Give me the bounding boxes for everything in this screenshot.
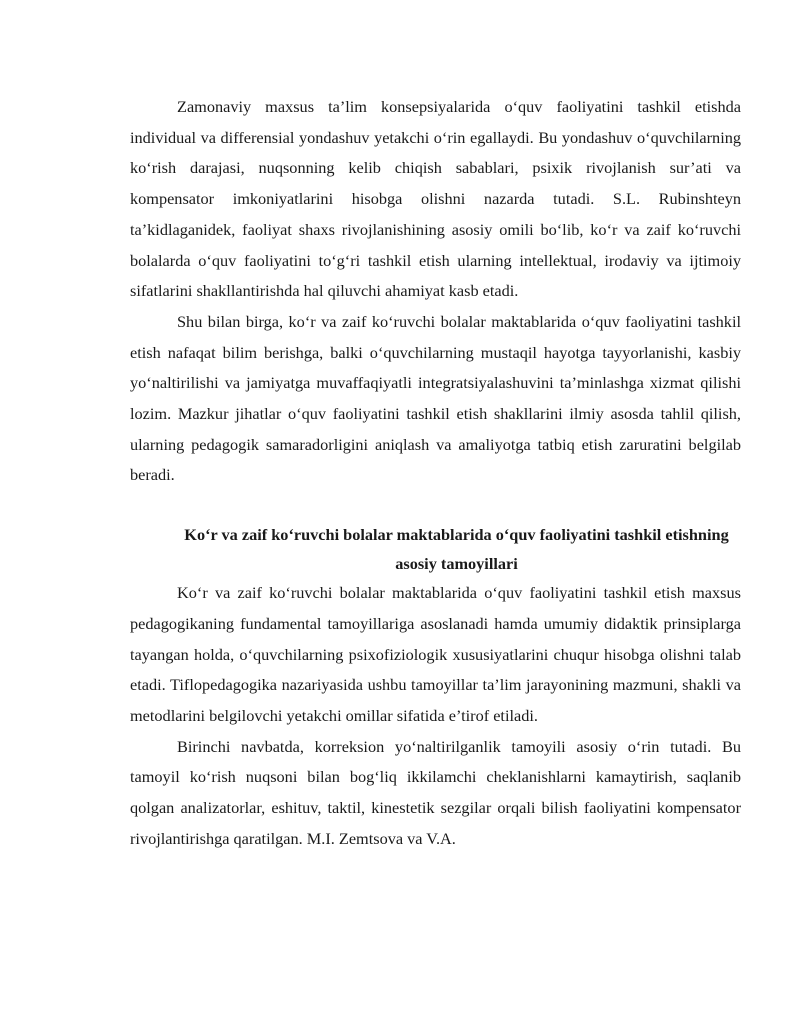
document-page — [130, 92, 741, 854]
paragraph-section-1: Ko‘r va zaif ko‘ruvchi bolalar maktablarida o‘quv faoliyatini tashkil etish maxsus pedagogikaning fundamental tamoyillariga asoslanadi hamda umumiy didaktik prinsiplarga tayangan holda, o‘quvchilarning psixofiziologik xususiyatlarini chuqur hisobga olishni talab etadi. Tiflopedagogika nazariyasida ushbu tamoyillar ta’lim jarayonining mazmuni, shakli va metodlarini belgilovchi yetakchi omillar sifatida e’tirof etiladi. — [130, 583, 741, 725]
paragraph-intro-2: Shu bilan birga, ko‘r va zaif ko‘ruvchi bolalar maktablarida o‘quv faoliyatini tashkil etish nafaqat bilim berishga, balki o‘quvchilarning mustaqil hayotga tayyorlanishi, kasbiy yo‘naltirilishi va jamiyatga muvaffaqiyatli integratsiyalashuvini ta’minlashga xizmat qilishi lozim. Mazkur jihatlar o‘quv faoliyatini tashkil etish shakllarini ilmiy asosda tahlil qilish, ularning pedagogik samaradorligini aniqlash va amaliyotga tatbiq etish zaruratini belgilab beradi. — [130, 311, 741, 485]
section-heading: Ko‘r va zaif ko‘ruvchi bolalar maktablarida o‘quv faoliyatini tashkil etishning asosiy tamoyillari — [184, 525, 729, 574]
paragraph-intro-1: Zamonaviy maxsus ta’lim konsepsiyalarida o‘quv faoliyatini tashkil etishda individual va differensial yondashuv yetakchi o‘rin egallaydi. Bu yondashuv o‘quvchilarning ko‘rish darajasi, nuqsonning kelib chiqish sabablari, psixik rivojlanish sur’ati va kompensator imkoniyatlarini hisobga olishni nazarda tutadi. S.L. Rubinshteyn ta’kidlaganidek, faoliyat shaxs rivojlanishining asosiy omili bo‘lib, ko‘r va zaif ko‘ruvchi bolalarda o‘quv faoliyatini to‘g‘ri tashkil etish ularning intellektual, irodaviy va ijtimoiy sifatlarini shakllantirishda hal qiluvchi ahamiyat kasb etadi. — [130, 97, 741, 301]
paragraph-section-2: Birinchi navbatda, korreksion yo‘naltirilganlik tamoyili asosiy o‘rin tutadi. Bu tamoyil ko‘rish nuqsoni bilan bog‘liq ikkilamchi cheklanishlarni kamaytirish, saqlanib qolgan analizatorlar, eshituv, taktil, kinestetik sezgilar orqali bilish faoliyatini kompensator rivojlantirishga qaratilgan. M.I. Zemtsova va V.A. — [130, 736, 741, 848]
